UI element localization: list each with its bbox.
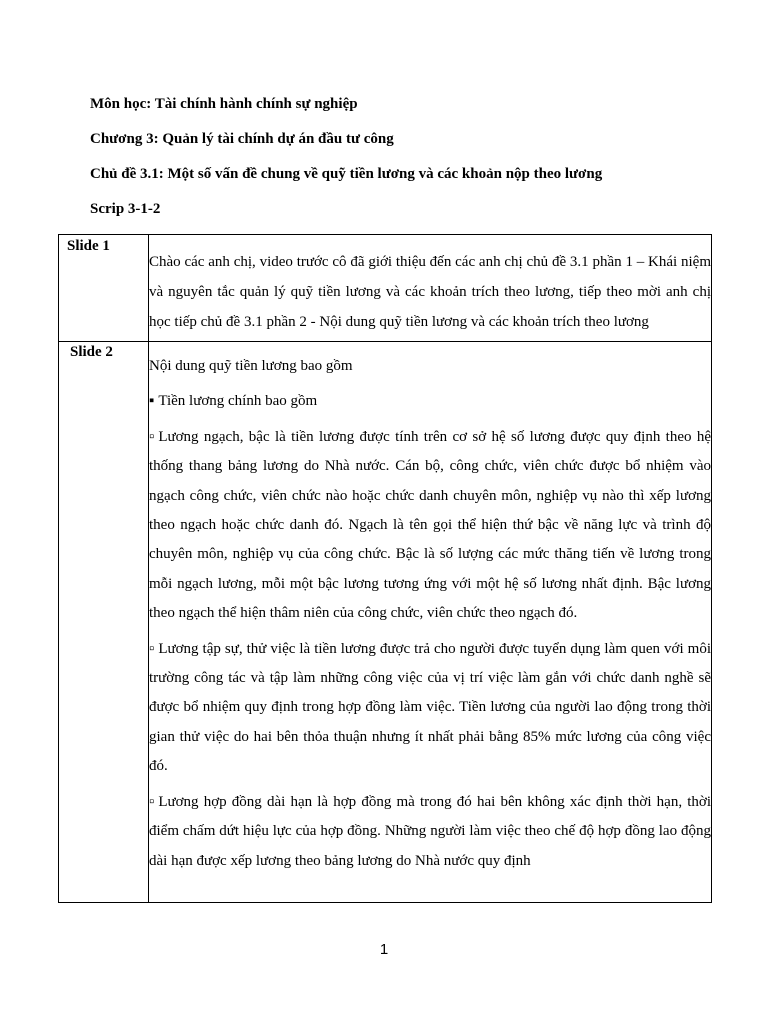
slide-label: Slide 1 xyxy=(67,238,110,254)
sub-bullet-item xyxy=(149,788,711,876)
slide-label: Slide 2 xyxy=(70,344,113,360)
hollow-square-bullet-icon: ▫ xyxy=(149,640,155,657)
slide-paragraph: Chào các anh chị, video trước cô đã giới thiệu đến các anh chị chủ đề 3.1 phần 1 – Khái niệm và nguyên tắc quản lý quỹ tiền lương và các khoản trích theo lương, tiếp theo mời anh chị học tiếp chủ đề 3.1 phần 2 - Nội dung quỹ tiền lương và các khoản trích theo lương xyxy=(149,254,711,330)
sub-bullet-text: Lương hợp đồng dài hạn là hợp đồng mà trong đó hai bên không xác định thời hạn, thời điểm chấm dứt hiệu lực của hợp đồng. Những người làm việc theo chế độ hợp đồng lao động dài hạn được xếp lương theo bảng lương do Nhà nước quy định xyxy=(149,793,711,869)
sub-bullet-text: Lương ngạch, bậc là tiền lương được tính trên cơ sở hệ số lương được quy định theo hệ thống thang bảng lương do Nhà nước. Cán bộ, công chức, viên chức được bổ nhiệm vào ngạch công chức, viên chức nào hoặc chức danh chuyên môn, nghiệp vụ nào thì xếp lương theo ngạch hoặc chức danh đó. Ngạch là tên gọi thể hiện thứ bậc về năng lực và trình độ chuyên môn, nghiệp vụ của công chức. Bậc là số lượng các mức thăng tiến về lương trong mỗi ngạch lương, mỗi một bậc lương tương ứng với một hệ số lương nhất định. Bậc lương theo ngạch thể hiện thâm niên của công chức, viên chức theo ngạch đó. xyxy=(149,428,711,622)
slide-label-cell xyxy=(59,235,149,342)
sub-bullet-item xyxy=(149,635,711,782)
script-heading: Scrip 3-1-2 xyxy=(90,201,161,217)
main-bullet-item xyxy=(149,387,711,416)
slide-content-cell xyxy=(149,342,712,903)
slide-row xyxy=(59,342,712,903)
main-bullet-text: Tiền lương chính bao gồm xyxy=(158,393,318,410)
slide-row xyxy=(59,235,712,342)
page-number: 1 xyxy=(379,941,389,958)
slide-content-cell xyxy=(149,235,712,342)
subject-heading: Môn học: Tài chính hành chính sự nghiệp xyxy=(90,96,358,112)
chapter-heading: Chương 3: Quản lý tài chính dự án đầu tư công xyxy=(90,131,394,147)
slide-intro: Nội dung quỹ tiền lương bao gồm xyxy=(149,358,353,374)
script-table xyxy=(58,234,712,903)
hollow-square-bullet-icon: ▫ xyxy=(149,428,155,445)
slide-label-cell xyxy=(59,342,149,903)
topic-heading: Chủ đề 3.1: Một số vấn đề chung về quỹ tiền lương và các khoản nộp theo lương xyxy=(90,166,603,182)
square-bullet-icon: ▪ xyxy=(149,393,155,410)
hollow-square-bullet-icon: ▫ xyxy=(149,793,155,810)
sub-bullet-text: Lương tập sự, thử việc là tiền lương được trả cho người được tuyển dụng làm quen với môi trường công tác và tập làm những công việc của vị trí việc làm gắn với chức danh nghề sẽ được bổ nhiệm quy định trong hợp đồng làm việc. Tiền lương của người lao động trong thời gian thử việc do hai bên thỏa thuận nhưng ít nhất phải bằng 85% mức lương của công việc đó. xyxy=(149,640,711,775)
sub-bullet-item xyxy=(149,423,711,629)
